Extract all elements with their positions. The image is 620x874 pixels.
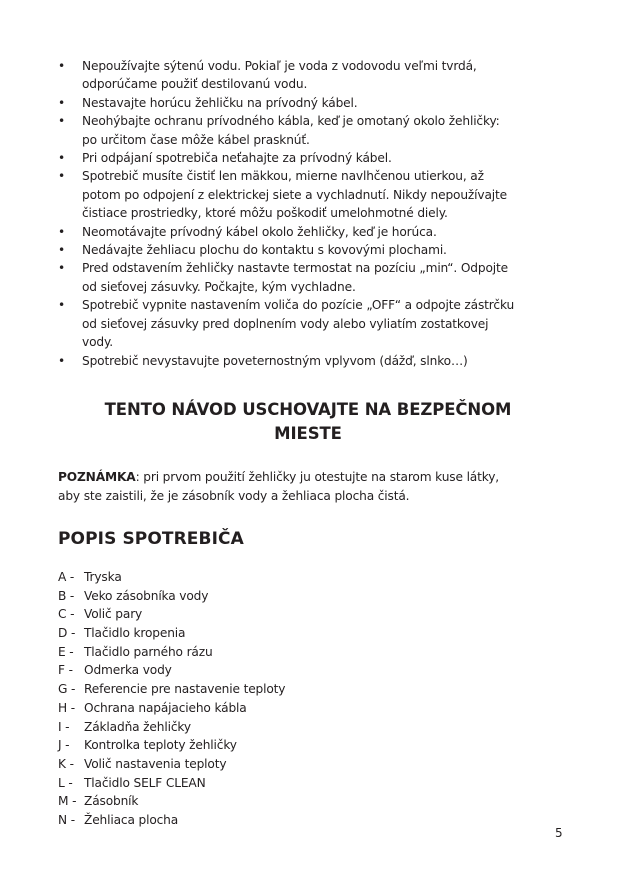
part-letter: I - [58, 719, 70, 734]
safety-bullet-item [58, 57, 558, 94]
part-name: Volič nastavenia teploty [84, 756, 227, 771]
part-name: Tlačidlo parného rázu [84, 644, 213, 659]
safety-bullet-list [58, 57, 558, 370]
bullet-marker: • [58, 224, 66, 239]
safety-bullet-line: od sieťovej zásuvky. Počkajte, kým vychladne. [82, 279, 356, 294]
part-item [58, 643, 213, 662]
part-item [58, 792, 139, 811]
safety-bullet-line: Nedávajte žehliacu plochu do kontaktu s kovovými plochami. [82, 243, 447, 258]
part-name: Referencie pre nastavenie teploty [84, 682, 286, 697]
part-name: Kontrolka teploty žehličky [84, 738, 237, 753]
part-item [58, 587, 209, 606]
safety-bullet-item [58, 223, 558, 241]
part-name: Tlačidlo SELF CLEAN [84, 775, 206, 790]
part-item [58, 736, 237, 755]
safety-bullet-item [58, 352, 558, 370]
safety-bullet-line: Spotrebič vypnite nastavením voliča do pozície „OFF“ a odpojte zástrčku [82, 298, 515, 313]
part-name: Žehliaca plocha [84, 812, 179, 827]
safety-bullet-line: vody. [82, 335, 114, 350]
part-item [58, 774, 206, 793]
part-name: Tryska [84, 570, 122, 584]
part-name: Tlačidlo kropenia [84, 626, 186, 641]
keep-instructions-heading [58, 398, 558, 446]
part-name: Ochrana napájacieho kábla [84, 700, 247, 715]
bullet-marker: • [58, 243, 66, 258]
note-label: POZNÁMKA [58, 470, 136, 484]
part-item [58, 624, 186, 643]
keep-instructions-heading-line1: TENTO NÁVOD USCHOVAJTE NA BEZPEČNOM [104, 400, 512, 419]
part-name: Základňa žehličky [84, 719, 191, 734]
safety-bullet-line: Pri odpájaní spotrebiča neťahajte za prívodný kábel. [82, 151, 392, 166]
part-letter: J - [58, 738, 70, 753]
safety-bullet-line: od sieťovej zásuvky pred doplnením vody alebo vyliatím zostatkovej [82, 316, 489, 331]
safety-bullet-line: Spotrebič musíte čistiť len mäkkou, mierne navlhčenou utierkou, až [82, 169, 484, 184]
safety-bullet-item [58, 167, 558, 222]
note-text-line2: aby ste zaistili, že je zásobník vody a žehliaca plocha čistá. [58, 488, 410, 503]
part-letter: H - [58, 700, 75, 715]
bullet-marker: • [58, 298, 66, 313]
part-letter: B - [58, 588, 75, 603]
part-item [58, 661, 172, 680]
part-name: Odmerka vody [84, 663, 172, 678]
bullet-marker: • [58, 151, 66, 166]
part-letter: N - [58, 812, 75, 827]
safety-bullet-line: Pred odstavením žehličky nastavte termostat na pozíciu „min“. Odpojte [82, 261, 508, 276]
safety-bullet-line: Neohýbajte ochranu prívodného kábla, keď je omotaný okolo žehličky: [82, 114, 500, 129]
safety-bullet-item [58, 259, 558, 296]
bullet-marker: • [58, 261, 66, 276]
safety-bullet-item [58, 94, 558, 112]
safety-bullet-item [58, 112, 558, 149]
safety-bullet-line: Spotrebič nevystavujte poveternostným vplyvom (dážď, slnko…) [82, 353, 468, 368]
safety-bullet-item [58, 241, 558, 259]
part-item [58, 680, 286, 699]
part-name: Volič pary [84, 607, 143, 622]
safety-bullet-line: potom po odpojení z elektrickej siete a vychladnutí. Nikdy nepoužívajte [82, 187, 507, 202]
safety-bullet-line: Neomotávajte prívodný kábel okolo žehličky, keď je horúca. [82, 224, 437, 239]
bullet-marker: • [58, 114, 66, 129]
part-item [58, 699, 247, 718]
safety-bullet-item [58, 149, 558, 167]
bullet-marker: • [58, 95, 66, 110]
safety-bullet-line: čistiace prostriedky, ktoré môžu poškodiť umelohmotné diely. [82, 206, 448, 221]
part-name: Zásobník [84, 794, 139, 809]
parts-list [58, 568, 286, 830]
part-item [58, 568, 122, 587]
part-letter: F - [58, 663, 73, 678]
safety-bullet-line: Nepoužívajte sýtenú vodu. Pokiaľ je voda z vodovodu veľmi tvrdá, [82, 59, 477, 73]
part-item [58, 755, 227, 774]
part-name: Veko zásobníka vody [84, 588, 209, 603]
part-item [58, 811, 179, 830]
part-letter: G - [58, 682, 76, 697]
safety-bullet-line: Nestavajte horúcu žehličku na prívodný kábel. [82, 95, 358, 110]
page-number: 5 [555, 826, 563, 840]
safety-bullet-item [58, 296, 558, 351]
part-item [58, 605, 143, 624]
bullet-marker: • [58, 353, 66, 368]
part-letter: D - [58, 626, 76, 641]
part-letter: C - [58, 607, 75, 622]
bullet-marker: • [58, 169, 66, 184]
safety-bullet-line: odporúčame použiť destilovanú vodu. [82, 77, 308, 92]
part-letter: A - [58, 570, 75, 584]
safety-bullet-line: po určitom čase môže kábel prasknúť. [82, 132, 310, 147]
note-text-line1: : pri prvom použití žehličky ju otestujte na starom kuse látky, [135, 470, 500, 484]
part-letter: M - [58, 794, 77, 809]
part-letter: E - [58, 644, 74, 659]
part-letter: K - [58, 756, 74, 771]
part-item [58, 718, 191, 737]
keep-instructions-heading-line2: MIESTE [274, 424, 342, 443]
part-letter: L - [58, 775, 73, 790]
bullet-marker: • [58, 59, 66, 73]
section-title: POPIS SPOTREBIČA [58, 529, 244, 549]
note-paragraph [58, 468, 563, 505]
